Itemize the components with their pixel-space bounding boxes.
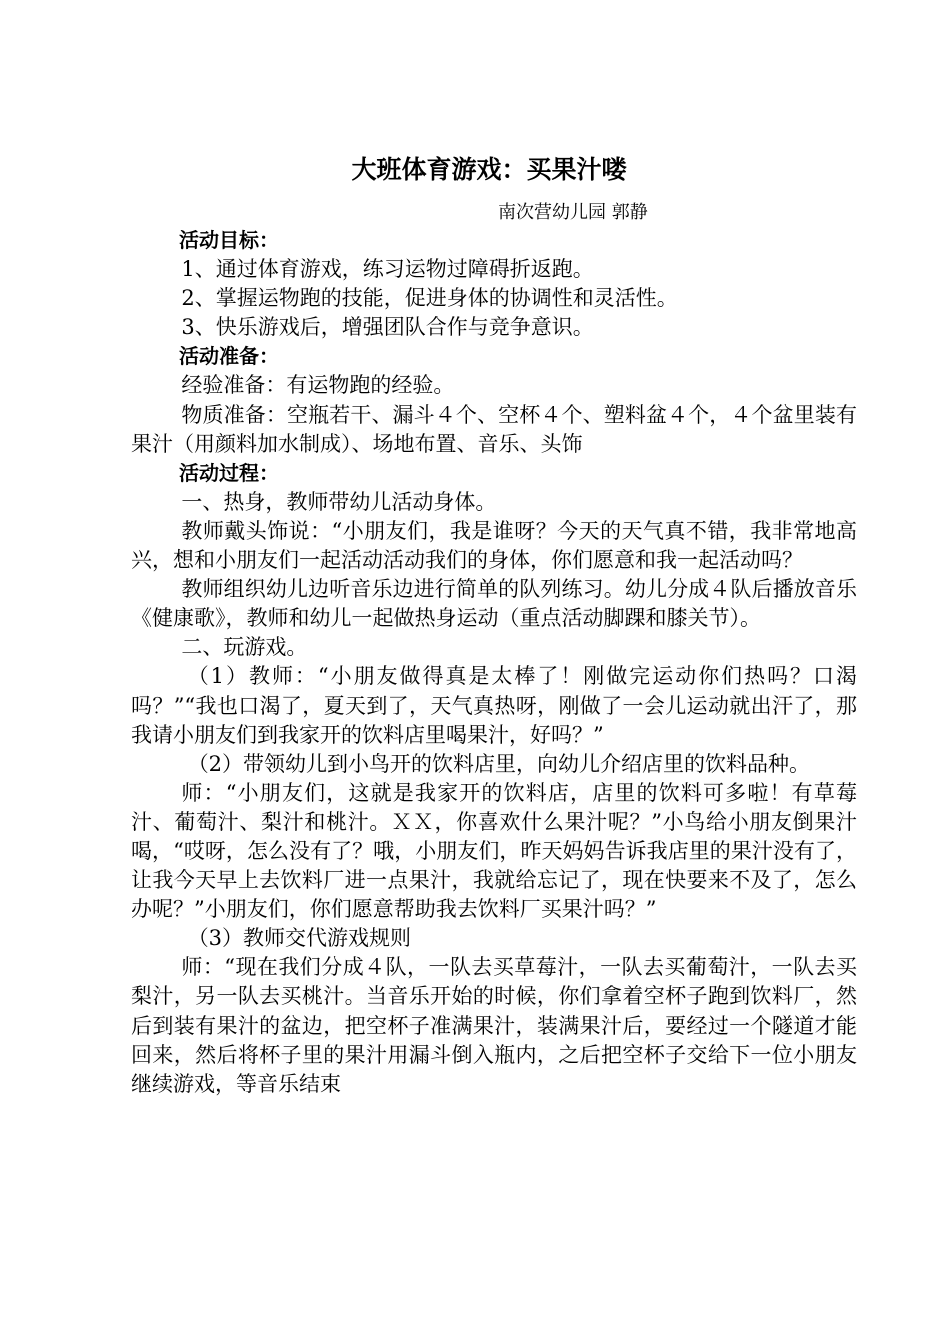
preparation-heading: 活动准备： [179, 344, 279, 369]
process-paragraph: 师：“小朋友们，这就是我家开的饮料店，店里的饮料可多啦！有草莓汁、葡萄汁、梨汁和桃汁。ＸＸ，你喜欢什么果汁呢？”小鸟给小朋友倒果汁喝，“哎呀，怎么没有了？哦，小朋友们，昨天妈妈告诉我店里的果汁没有了，让我今天早上去饮料厂进一点果汁，我就给忘记了，现在快要来不及了，怎么办呢？”小朋友们，你们愿意帮助我去饮料厂买果汁吗？” [131, 780, 857, 922]
goals-heading: 活动目标： [179, 228, 279, 252]
preparation-material: 物质准备：空瓶若干、漏斗４个、空杯４个、塑料盆４个，４个盆里装有果汁（用颜料加水制成）、场地布置、音乐、头饰 [131, 402, 857, 456]
process-paragraph: 教师戴头饰说：“小朋友们，我是谁呀？今天的天气真不错，我非常地高兴，想和小朋友们一起活动活动我们的身体，你们愿意和我一起活动吗？ [131, 518, 857, 573]
goal-item: 1、通过体育游戏，练习运物过障碍折返跑。 [181, 257, 594, 282]
process-paragraph: 教师组织幼儿边听音乐边进行简单的队列练习。幼儿分成４队后播放音乐《健康歌》，教师和幼儿一起做热身运动（重点活动脚踝和膝关节）。 [131, 577, 857, 631]
process-heading: 活动过程： [179, 460, 279, 485]
preparation-experience: 经验准备：有运物跑的经验。 [181, 373, 455, 398]
process-substep: （3）教师交代游戏规则 [187, 926, 412, 951]
goal-item: 3、快乐游戏后，增强团队合作与竞争意识。 [181, 315, 594, 340]
document-body [131, 226, 857, 1099]
process-step: 一、热身，教师带幼儿活动身体。 [181, 489, 497, 514]
process-paragraph: 师：“现在我们分成４队，一队去买草莓汁，一队去买葡萄汁，一队去买梨汁，另一队去买桃汁。当音乐开始的时候，你们拿着空杯子跑到饮料厂，然后到装有果汁的盆边，把空杯子准满果汁，装满果汁后，要经过一个隧道才能回来，然后将杯子里的果汁用漏斗倒入瓶内，之后把空杯子交给下一位小朋友继续游戏，等音乐结束 [131, 955, 857, 1096]
page-title: 大班体育游戏：买果汁喽 [351, 155, 627, 184]
process-step: 二、玩游戏。 [181, 635, 308, 660]
process-substep: （2）带领幼儿到小鸟开的饮料店里，向幼儿介绍店里的饮料品种。 [187, 751, 811, 776]
author-line: 南次营幼儿园 郭静 [498, 202, 648, 223]
process-substep: （1）教师：“小朋友做得真是太棒了！刚做完运动你们热吗？口渴吗？”“我也口渴了，夏天到了，天气真热呀，刚做了一会儿运动就出汗了，那我请小朋友们到我家开的饮料店里喝果汁，好吗？” [131, 664, 857, 747]
goal-item: 2、掌握运物跑的技能，促进身体的协调性和灵活性。 [181, 286, 678, 311]
